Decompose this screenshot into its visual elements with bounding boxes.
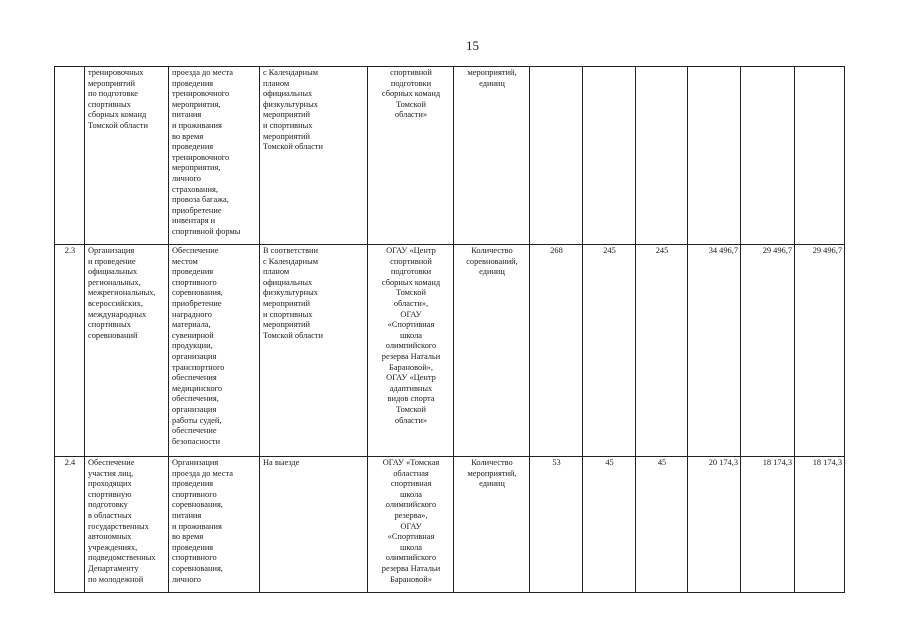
indicator-value-3: 245: [636, 245, 688, 457]
indicator-value-3: 45: [636, 457, 688, 593]
indicator-value-3: [636, 67, 688, 245]
funding-value-1: [688, 67, 741, 245]
funding-value-1: 20 174,3: [688, 457, 741, 593]
funding-value-3: 18 174,3: [795, 457, 845, 593]
activity-content: Обеспечение местом проведения спортивного соревнования, приобретение наградного материала, сувенирной продукции, организация транспортного обеспечения медицинского обеспечения, организация работы судей, обеспечение безопасности: [169, 245, 260, 457]
funding-value-3: [795, 67, 845, 245]
activity-content: проезда до места проведения тренировочного мероприятия, питания и проживания во время проведения тренировочного мероприятия, личного страхования, провоза багажа, приобретение инвентаря и спортивной формы: [169, 67, 260, 245]
indicator-unit: Количество мероприятий, единиц: [454, 457, 530, 593]
indicator-unit: Количество соревнований, единиц: [454, 245, 530, 457]
activities-table: [54, 66, 845, 593]
activity-venue: В соответствии с Календарным планом официальных физкультурных мероприятий и спортивных мероприятий Томской области: [260, 245, 368, 457]
activity-organizer: спортивной подготовки сборных команд Томской области»: [368, 67, 454, 245]
indicator-value-1: [530, 67, 583, 245]
row-number: [55, 67, 85, 245]
funding-value-2: 18 174,3: [741, 457, 795, 593]
activity-content: Организация проезда до места проведения спортивного соревнования, питания и проживания во время проведения спортивного соревнования, личного: [169, 457, 260, 593]
indicator-value-2: 45: [583, 457, 636, 593]
funding-value-2: [741, 67, 795, 245]
table-row: [55, 457, 845, 593]
funding-value-1: 34 496,7: [688, 245, 741, 457]
row-number: 2.3: [55, 245, 85, 457]
table-row: [55, 245, 845, 457]
activity-name: Организация и проведение официальных региональных, межрегиональных, всероссийских, международных спортивных соревнований: [85, 245, 169, 457]
table-row: [55, 67, 845, 245]
activity-venue: На выезде: [260, 457, 368, 593]
indicator-value-1: 53: [530, 457, 583, 593]
activity-name: Обеспечение участия лиц, проходящих спортивную подготовку в областных государственных автономных учреждениях, подведомственных Департаменту по молодежной: [85, 457, 169, 593]
activity-venue: с Календарным планом официальных физкультурных мероприятий и спортивных мероприятий Томской области: [260, 67, 368, 245]
row-number: 2.4: [55, 457, 85, 593]
indicator-value-2: 245: [583, 245, 636, 457]
funding-value-2: 29 496,7: [741, 245, 795, 457]
indicator-value-2: [583, 67, 636, 245]
funding-value-3: 29 496,7: [795, 245, 845, 457]
page-number: 15: [466, 38, 479, 53]
indicator-unit: мероприятий, единиц: [454, 67, 530, 245]
activity-organizer: ОГАУ «Томская областная спортивная школа олимпийского резерва», ОГАУ «Спортивная школа олимпийского резерва Натальи Барановой»: [368, 457, 454, 593]
activity-name: тренировочных мероприятий по подготовке спортивных сборных команд Томской области: [85, 67, 169, 245]
activity-organizer: ОГАУ «Центр спортивной подготовки сборных команд Томской области», ОГАУ «Спортивная школа олимпийского резерва Натальи Барановой», ОГАУ «Центр адаптивных видов спорта Томской области»: [368, 245, 454, 457]
indicator-value-1: 268: [530, 245, 583, 457]
